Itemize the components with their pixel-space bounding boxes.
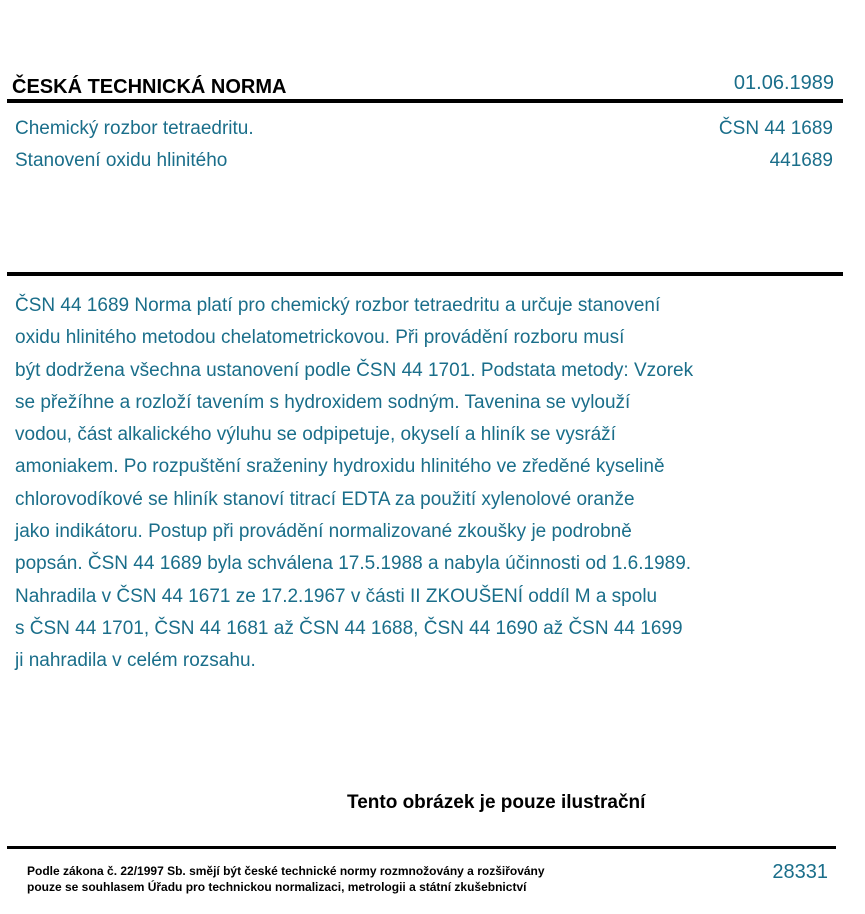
abstract-line: Nahradila v ČSN 44 1671 ze 17.2.1967 v části II ZKOUŠENÍ oddíl M a spolu: [15, 585, 658, 607]
legal-notice-line-2: pouze se souhlasem Úřadu pro technickou normalizaci, metrologii a státní zkušebnictví: [27, 880, 527, 894]
abstract-line: oxidu hlinitého metodou chelatometrickovou. Při provádění rozboru musí: [15, 327, 625, 349]
abstract-line: s ČSN 44 1701, ČSN 44 1681 až ČSN 44 1688, ČSN 44 1690 až ČSN 44 1699: [15, 617, 683, 639]
publication-date: 01.06.1989: [733, 72, 834, 94]
footer-divider: [7, 846, 836, 849]
standard-title-line-1: Chemický rozbor tetraedritu.: [15, 118, 254, 139]
abstract-line: se přežíhne a rozloží tavením s hydroxidem sodným. Tavenina se vylouží: [15, 391, 631, 413]
abstract-line: popsán. ČSN 44 1689 byla schválena 17.5.1988 a nabyla účinnosti od 1.6.1989.: [15, 553, 692, 575]
standard-designation: ČSN 44 1689: [718, 118, 833, 139]
abstract-line: být dodržena všechna ustanovení podle ČSN 44 1701. Podstata metody: Vzorek: [15, 359, 694, 381]
abstract-text: [15, 290, 815, 678]
header-divider: [7, 99, 843, 103]
standard-title-line-2: Stanovení oxidu hlinitého: [15, 150, 228, 171]
abstract-line: ČSN 44 1689 Norma platí pro chemický rozbor tetraedritu a určuje stanovení: [15, 295, 661, 316]
standard-class-number: 441689: [769, 150, 833, 171]
abstract-line: amoniakem. Po rozpuštění sraženiny hydroxidu hlinitého ve zředěné kyselině: [15, 456, 665, 478]
abstract-line: ji nahradila v celém rozsahu.: [15, 650, 256, 672]
legal-notice-line-1: Podle zákona č. 22/1997 Sb. smějí být české technické normy rozmnožovány a rozšiřovány: [27, 864, 545, 878]
section-divider: [7, 272, 843, 276]
document-type-title: ČESKÁ TECHNICKÁ NORMA: [12, 76, 287, 98]
legal-notice: [27, 863, 545, 895]
document-number: 28331: [772, 861, 828, 883]
abstract-line: vodou, část alkalického výluhu se odpipetuje, okyselí a hliník se vysráží: [15, 424, 616, 446]
abstract-line: jako indikátoru. Postup při provádění normalizované zkoušky je podrobně: [15, 521, 632, 543]
abstract-line: chlorovodíkové se hliník stanoví titrací EDTA za použití xylenolové oranže: [15, 488, 635, 510]
illustration-note: Tento obrázek je pouze ilustrační: [347, 792, 646, 813]
